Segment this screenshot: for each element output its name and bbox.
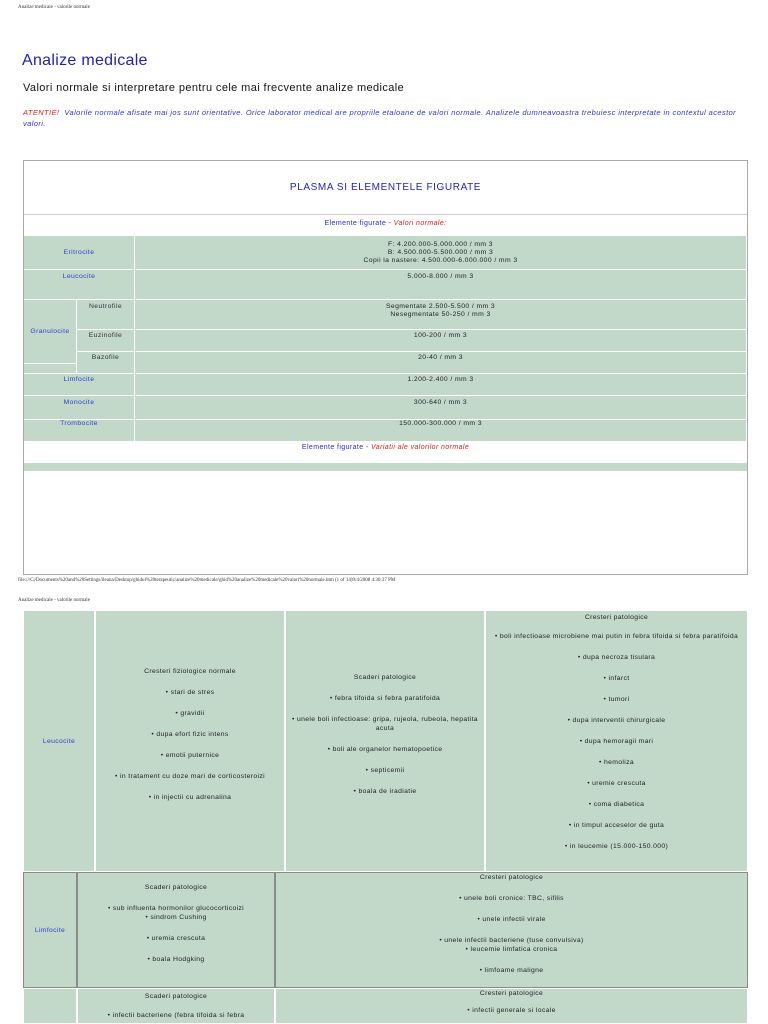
page-footer-url: file:///C|/Documents%20and%20Settings/ileana/Desktop/ghidul%20terapeutic/analize%20medicale/ghid%20analize%20medicale%20valori%20normale.htm (1 of 14)9/4/2008 4:36:37 PM: [18, 578, 396, 583]
row-value-euzinofile: 100-200 / mm 3: [135, 330, 747, 352]
column-heading: Cresteri fiziologice normale: [144, 668, 236, 675]
list-item: • unele boli infectioase: gripa, rujeola, rubeola, hepatita acuta: [292, 716, 478, 732]
value-line: B: 4.500.000-5.500.000 / mm 3: [387, 248, 494, 256]
list-item: • tumori: [603, 696, 630, 703]
list-item: • boala de iradiatie: [353, 788, 417, 795]
item-list: [80, 1011, 272, 1020]
page-subtitle: Valori normale si interpretare pentru cele mai frecvente analize medicale: [23, 82, 405, 94]
list-item: • infectii bacteriene (febra tifoida si febra: [107, 1012, 245, 1019]
row-label-limfocite: Limfocite: [23, 872, 77, 988]
list-item: • infarct: [603, 675, 630, 682]
row-value-bazofile: 20-40 / mm 3: [135, 352, 747, 374]
row-value-limfocite: 1.200-2.400 / mm 3: [135, 374, 747, 396]
row-label-limfocite: Limfocite: [24, 374, 135, 396]
value-line: Copii la nastere: 4.500.000-6.000.000 / mm 3: [363, 256, 518, 264]
section-header-normal-values: [24, 214, 747, 232]
section-prefix: Elemente figurate -: [301, 443, 369, 451]
document-header: Analize medicale - valorile normale: [18, 598, 90, 603]
normal-values-table: [23, 160, 748, 575]
warning-note: [23, 107, 748, 129]
limfocite-pathological-decreases: [77, 872, 275, 988]
item-list: [290, 694, 480, 796]
row-value-trombocite: 150.000-300.000 / mm 3: [135, 420, 747, 442]
list-item: • emotii puternice: [160, 752, 220, 759]
list-item: • sub influenta hormonilor glucocorticoizi: [107, 905, 245, 912]
column-heading: Cresteri patologice: [479, 874, 544, 881]
item-list: [80, 904, 272, 964]
list-item: • uremia crescuta: [146, 935, 206, 942]
list-item: • in injectii cu adrenalina: [148, 794, 232, 801]
list-item: • infectii generale si locale: [467, 1007, 556, 1014]
list-item: • sindrom Cushing: [145, 914, 207, 921]
value-line: F: 4.200.000-5.000.000 / mm 3: [388, 240, 493, 248]
section-header-variations: [24, 438, 747, 456]
list-item: • stari de stres: [165, 689, 215, 696]
list-item: • dupa necroza tisulara: [577, 654, 656, 661]
list-item: • in tratament cu doze mari de corticosteroizi: [115, 773, 265, 780]
item-list: [280, 1006, 743, 1015]
leucocite-pathological-decreases: [285, 610, 485, 872]
item-list: [98, 688, 282, 802]
section-highlight: Valori normale:: [393, 219, 447, 227]
value-line: Segmentate 2.500-5.500 / mm 3: [385, 303, 496, 310]
next-pathological-increases: [275, 988, 748, 1024]
item-list: [280, 894, 743, 975]
granulocite-filler: [24, 364, 77, 374]
row-label-euzinofile: Euzinofile: [77, 330, 135, 352]
leucocite-pathological-increases: [485, 610, 748, 872]
list-item: • leucemie limfatica cronica: [465, 946, 558, 953]
next-pathological-decreases: [77, 988, 275, 1024]
value-line: Nesegmentate 50-250 / mm 3: [390, 311, 491, 318]
list-item: • coma diabetica: [588, 801, 645, 808]
list-item: • unele infectii virale: [477, 916, 546, 923]
row-label-trombocite: Trombocite: [24, 420, 135, 442]
document-header: Analize medicale - valorile normale: [18, 5, 90, 10]
row-label-leucocite: Leucocite: [24, 270, 135, 300]
variations-table: [23, 610, 748, 1024]
page-title: Analize medicale: [22, 52, 148, 69]
column-heading: Scaderi patologice: [353, 674, 417, 681]
table-title: PLASMA SI ELEMENTELE FIGURATE: [24, 161, 747, 215]
list-item: • boala Hodgking: [147, 956, 205, 963]
list-item: • unele infectii bacteriene (tuse convulsiva): [439, 937, 584, 944]
list-item: • dupa hemoragii mari: [579, 738, 654, 745]
list-item: • boli ale organelor hematopoetice: [327, 746, 443, 753]
column-heading: Cresteri patologice: [584, 614, 649, 621]
section-highlight: Variatii ale valorilor normale: [371, 443, 470, 451]
row-label-monocite: Monocite: [24, 396, 135, 420]
section-bar: [24, 463, 747, 471]
list-item: • limfoame maligne: [479, 967, 544, 974]
list-item: • in leucemie (15.000-150.000): [564, 843, 669, 850]
list-item: • febra tifoida si febra paratifoida: [329, 695, 441, 702]
item-list: [490, 632, 743, 851]
values-grid: [24, 236, 747, 602]
column-heading: Scaderi patologice: [144, 993, 208, 1000]
row-label-eritrocite: Eritrocite: [24, 236, 135, 270]
row-label-bazofile: Bazofile: [77, 352, 135, 374]
row-label-granulocite: Granulocite: [24, 300, 77, 364]
row-value-neutrofile: [135, 300, 747, 330]
row-label-next: [23, 988, 77, 1024]
list-item: • gravidii: [175, 710, 205, 717]
limfocite-pathological-increases: [275, 872, 748, 988]
warning-label: ATENTIE!: [23, 108, 60, 117]
row-value-leucocite: 5.000-8.000 / mm 3: [135, 270, 747, 300]
section-prefix: Elemente figurate -: [324, 219, 392, 227]
warning-text: Valorile normale afisate mai jos sunt orientative. Orice laborator medical are propriile etaloane de valori normale. Analizele dumneavoastra trebuiesc interpretate in contextul acestor valori.: [23, 108, 737, 128]
row-label-neutrofile: Neutrofile: [77, 300, 135, 330]
row-value-eritrocite: [135, 236, 747, 270]
leucocite-physiological-increases: [95, 610, 285, 872]
list-item: • hemoliza: [599, 759, 634, 766]
list-item: • dupa efort fizic intens: [151, 731, 229, 738]
list-item: • unele boli cronice: TBC, sifilis: [459, 895, 564, 902]
column-heading: Cresteri patologice: [479, 990, 544, 997]
list-item: • boli infectioase microbiene mai putin in febra tifoida si febra paratifoida: [494, 633, 739, 640]
list-item: • uremie crescuta: [587, 780, 646, 787]
list-item: • in timpul acceselor de guta: [568, 822, 665, 829]
row-value-monocite: 300-640 / mm 3: [135, 396, 747, 420]
column-heading: Scaderi patologice: [144, 884, 208, 891]
row-label-leucocite: Leucocite: [23, 610, 95, 872]
list-item: • septicemii: [365, 767, 405, 774]
list-item: • dupa interventii chirurgicale: [567, 717, 666, 724]
